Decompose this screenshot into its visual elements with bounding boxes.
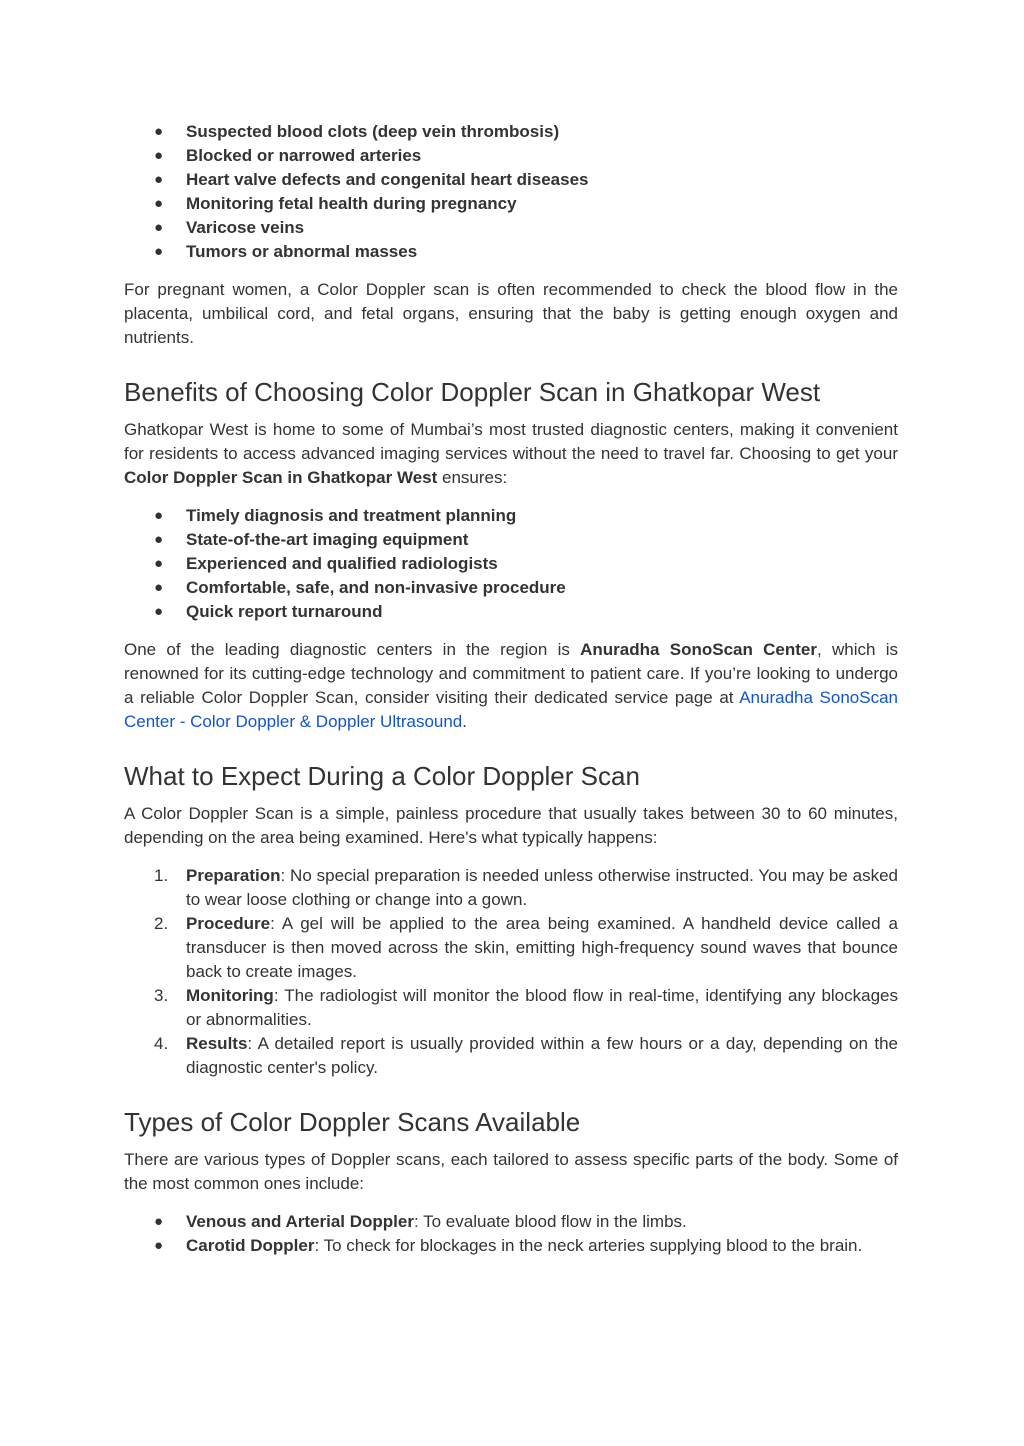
list-item-text: Tumors or abnormal masses [186,242,418,261]
step-number: 3. [154,986,169,1005]
step-text: : A detailed report is usually provided within a few hours or a day, depending on the diagnostic center's policy. [186,1034,898,1077]
expect-heading: What to Expect During a Color Doppler Scan [124,761,640,791]
list-item [124,1234,898,1258]
list-item-text: Comfortable, safe, and non-invasive procedure [186,578,566,597]
step-number: 1. [154,866,169,885]
bullet-icon: ● [154,219,164,236]
list-item [124,1032,898,1080]
document-page [124,120,898,1258]
types-heading: Types of Color Doppler Scans Available [124,1107,581,1137]
step-title: Results [186,1034,248,1053]
list-item [124,864,898,912]
step-number: 2. [154,914,169,933]
step-text: : No special preparation is needed unless otherwise instructed. You may be asked to wear loose clothing or change into a gown. [186,866,898,909]
types-paragraph: There are various types of Doppler scans, each tailored to assess specific parts of the body. Some of the most common ones include: [124,1150,898,1193]
step-text: : The radiologist will monitor the blood flow in real-time, identifying any blockages or abnormalities. [186,986,898,1029]
list-item-text: Quick report turnaround [186,602,383,621]
list-item [124,576,898,600]
bullet-icon: ● [154,147,164,164]
bullet-icon: ● [154,171,164,188]
list-item-title: Venous and Arterial Doppler [186,1212,414,1231]
conditions-list [124,120,898,264]
bullet-icon: ● [154,195,164,212]
list-item [124,1210,898,1234]
paragraph-bold: Color Doppler Scan in Ghatkopar West [124,468,438,487]
paragraph-text: One of the leading diagnostic centers in the region is [124,640,581,659]
list-item-title: Carotid Doppler [186,1236,315,1255]
types-list [124,1210,898,1258]
bullet-icon: ● [154,555,164,572]
list-item-text: : To evaluate blood flow in the limbs. [413,1212,687,1231]
list-item-text: Experienced and qualified radiologists [186,554,498,573]
center-paragraph [124,638,898,734]
paragraph-text: Ghatkopar West is home to some of Mumbai’s most trusted diagnostic centers, making it convenient for residents to access advanced imaging services without the need to travel far. Choosing to get your [124,420,898,463]
paragraph-text: , which is renowned for its cutting-edge technology and commitment to patient care. If you’re looking to undergo a reliable Color Doppler Scan, consider visiting their dedicated service page at [124,640,898,707]
list-item [124,984,898,1032]
service-page-link[interactable]: Anuradha SonoScan Center - Color Doppler & Doppler Ultrasound [124,688,898,731]
list-item [124,144,898,168]
bullet-icon: ● [154,507,164,524]
paragraph-text: ensures: [437,468,508,487]
bullet-icon: ● [154,123,164,140]
bullet-icon: ● [154,1213,164,1230]
list-item [124,552,898,576]
list-item-text: Timely diagnosis and treatment planning [186,506,517,525]
bullet-icon: ● [154,1237,164,1254]
list-item [124,600,898,624]
bullet-icon: ● [154,603,164,620]
benefits-list [124,504,898,624]
step-title: Procedure [186,914,271,933]
list-item-text: : To check for blockages in the neck arteries supplying blood to the brain. [314,1236,863,1255]
bullet-icon: ● [154,243,164,260]
list-item [124,216,898,240]
benefits-heading: Benefits of Choosing Color Doppler Scan in Ghatkopar West [124,377,821,407]
list-item-text: Suspected blood clots (deep vein thrombosis) [186,122,560,141]
paragraph-bold: Anuradha SonoScan Center [580,640,817,659]
list-item [124,192,898,216]
step-title: Preparation [186,866,281,885]
expect-paragraph: A Color Doppler Scan is a simple, painless procedure that usually takes between 30 to 60 minutes, depending on the area being examined. Here's what typically happens: [124,804,898,847]
list-item [124,240,898,264]
list-item [124,504,898,528]
ghatkopar-paragraph [124,418,898,490]
step-number: 4. [154,1034,169,1053]
list-item-text: Varicose veins [186,218,305,237]
pregnant-paragraph: For pregnant women, a Color Doppler scan is often recommended to check the blood flow in the placenta, umbilical cord, and fetal organs, ensuring that the baby is getting enough oxygen and nutrients. [124,280,898,347]
bullet-icon: ● [154,531,164,548]
list-item-text: Blocked or narrowed arteries [186,146,422,165]
step-title: Monitoring [186,986,274,1005]
list-item [124,912,898,984]
bullet-icon: ● [154,579,164,596]
list-item [124,528,898,552]
list-item-text: Heart valve defects and congenital heart diseases [186,170,589,189]
procedure-steps-list [124,864,898,1080]
list-item [124,168,898,192]
list-item [124,120,898,144]
list-item-text: Monitoring fetal health during pregnancy [186,194,517,213]
paragraph-text: . [462,712,467,731]
list-item-text: State-of-the-art imaging equipment [186,530,469,549]
step-text: : A gel will be applied to the area being examined. A handheld device called a transducer is then moved across the skin, emitting high-frequency sound waves that bounce back to create images. [186,914,898,981]
